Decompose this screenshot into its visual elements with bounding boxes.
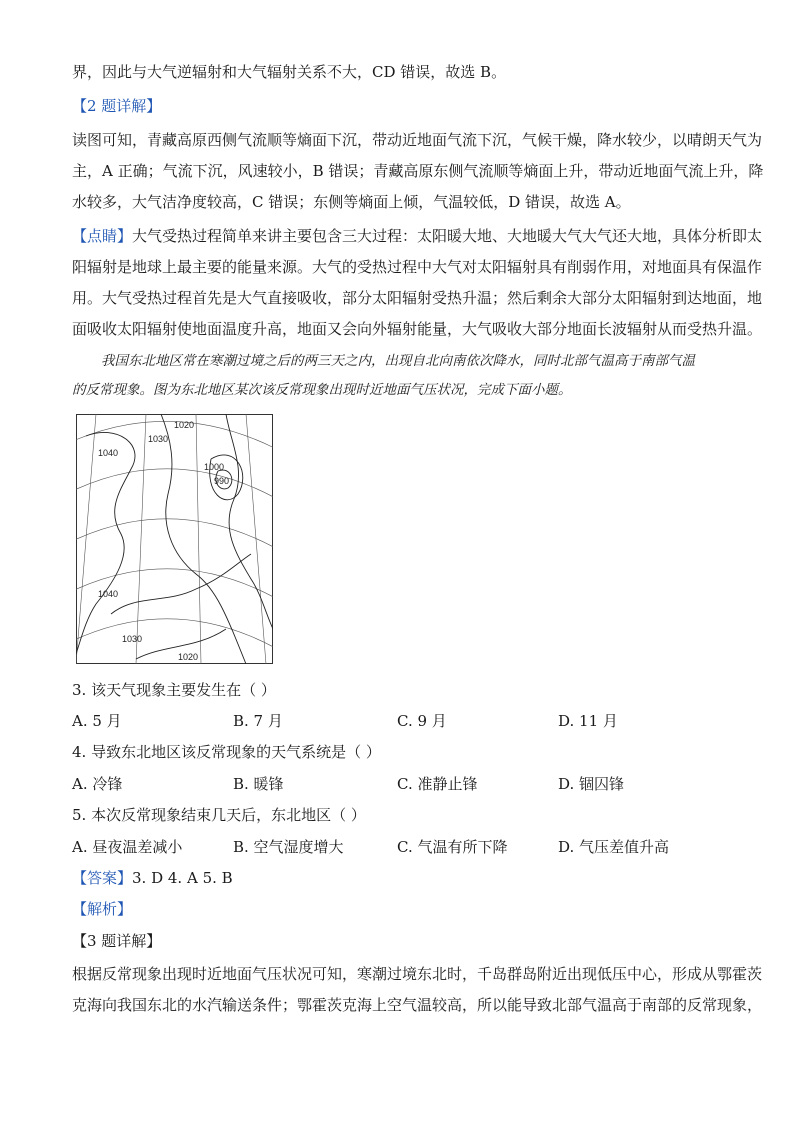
option-d: D. 11 月 — [558, 712, 618, 730]
option-d: D. 气压差值升高 — [558, 838, 670, 856]
dianjing-line — [72, 227, 762, 245]
answer-text: 3. D 4. A 5. B — [132, 869, 233, 887]
section-heading-q3: 【3 题详解】 — [72, 932, 162, 950]
isobar-label: 990 — [214, 476, 230, 486]
paragraph-line: 主，A 正确；气流下沉，风速较小，B 错误；青藏高原东侧气流顺等熵面上升，带动近地面气流上升，降 — [72, 162, 764, 180]
question-stem: 5. 本次反常现象结束几天后，东北地区（ ） — [72, 806, 366, 824]
isobar-label: 1040 — [98, 448, 119, 458]
question-stem: 3. 该天气现象主要发生在（ ） — [72, 681, 276, 699]
option-c: C. 准静止锋 — [397, 775, 478, 793]
option-a: A. 昼夜温差减小 — [72, 838, 183, 856]
paragraph-line: 读图可知，青藏高原西侧气流顺等熵面下沉，带动近地面气流下沉，气候干燥，降水较少，以晴朗天气为 — [72, 131, 763, 149]
option-a: A. 冷锋 — [72, 775, 123, 793]
paragraph-line: 根据反常现象出现时近地面气压状况可知，寒潮过境东北时，千岛群岛附近出现低压中心，形成从鄂霍茨 — [72, 965, 763, 983]
isobar-label: 1020 — [174, 420, 195, 430]
answer-label: 【答案】 — [72, 869, 133, 887]
paragraph-line: 阳辐射是地球上最主要的能量来源。大气的受热过程中大气对太阳辐射具有削弱作用，对地面具有保温作 — [72, 258, 763, 276]
paragraph-line: 用。大气受热过程首先是大气直接吸收，部分太阳辐射受热升温；然后剩余大部分太阳辐射到达地面，地 — [72, 289, 763, 307]
intro-line: 我国东北地区常在寒潮过境之后的两三天之内，出现自北向南依次降水，同时北部气温高于南部气温 — [101, 353, 695, 369]
option-b: B. 7 月 — [233, 712, 283, 730]
question-stem: 4. 导致东北地区该反常现象的天气系统是（ ） — [72, 743, 381, 761]
dianjing-label: 【点睛】 — [72, 227, 133, 245]
isobar-label: 1020 — [178, 652, 199, 662]
option-b: B. 暖锋 — [233, 775, 284, 793]
paragraph-line: 水较多，大气洁净度较高，C 错误；东侧等熵面上倾，气温较低，D 错误，故选 A。 — [72, 193, 631, 211]
paragraph-line: 克海向我国东北的水汽输送条件；鄂霍茨克海上空气温较高，所以能导致北部气温高于南部的反常现象， — [72, 996, 763, 1014]
option-c: C. 9 月 — [397, 712, 447, 730]
isobar-label: 1030 — [148, 434, 169, 444]
answer-line — [72, 869, 233, 887]
isobar-label: 1040 — [98, 589, 119, 599]
isobar-label: 1000 — [204, 462, 225, 472]
isobar-map — [76, 414, 273, 664]
intro-line: 的反常现象。图为东北地区某次该反常现象出现时近地面气压状况，完成下面小题。 — [72, 382, 572, 398]
option-b: B. 空气湿度增大 — [233, 838, 344, 856]
section-heading-q2: 【2 题详解】 — [72, 97, 162, 115]
dianjing-text: 大气受热过程简单来讲主要包含三大过程：太阳暖大地、大地暖大气大气还大地，具体分析即太 — [132, 227, 763, 245]
paragraph-line: 界，因此与大气逆辐射和大气辐射关系不大，CD 错误，故选 B。 — [72, 63, 507, 81]
option-a: A. 5 月 — [72, 712, 122, 730]
isobar-label: 1030 — [122, 634, 143, 644]
option-c: C. 气温有所下降 — [397, 838, 508, 856]
option-d: D. 锢囚锋 — [558, 775, 625, 793]
paragraph-line: 面吸收太阳辐射使地面温度升高，地面又会向外辐射能量，大气吸收大部分地面长波辐射从而受热升温。 — [72, 320, 763, 338]
analysis-label: 【解析】 — [72, 900, 133, 918]
